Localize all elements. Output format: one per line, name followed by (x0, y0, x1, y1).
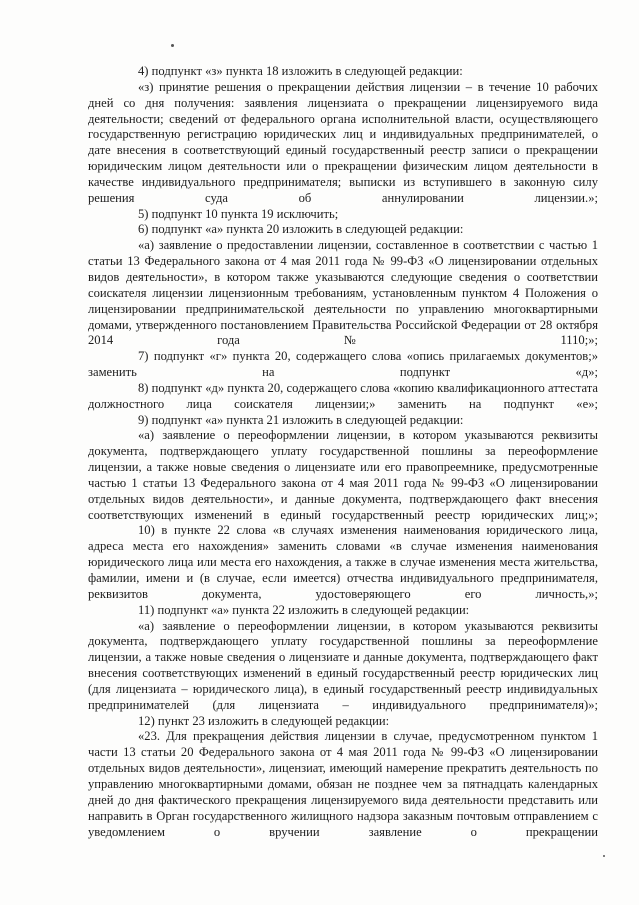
paragraph: «з) принятие решения о прекращении действия лицензии – в течение 10 рабочих дней со дня получения: заявления лицензиата о прекращении лицензируемого вида деятельности; сведений от федерального органа исполнительной власти, осуществляющего государственную регистрацию юридических лиц и индивидуальных предпринимателей, о дате внесения в соответствующий единый государственный реестр записи о прекращении юридическим лицом деятельности или о прекращении физическим лицом деятельности в качестве индивидуального предпринимателя; выписки из вступившего в законную силу решения суда об аннулировании лицензии.»; (88, 79, 598, 205)
paragraph: 9) подпункт «а» пункта 21 изложить в следующей редакции: (138, 412, 464, 427)
paragraph: 4) подпункт «з» пункта 18 изложить в следующей редакции: (138, 64, 463, 78)
paragraph: 6) подпункт «а» пункта 20 изложить в следующей редакции: (138, 222, 464, 237)
paragraph: «а) заявление о переоформлении лицензии, в котором указываются реквизиты документа, подтверждающего уплату государственной пошлины за переоформление лицензии, а также новые сведения о лицензиате и данные документа, подтверждающего факт внесения соответствующих изменений в единый государственный реестр юридических лиц (для лицензиата – юридического лица), в единый государственный реестр индивидуальных предпринимателей (для лицензиата – индивидуального предпринимателя)»; (88, 618, 598, 712)
paragraph: «а) заявление о переоформлении лицензии, в котором указываются реквизиты документа, подтверждающего уплату государственной пошлины за переоформление лицензии, а также новые сведения о лицензиате или его правопреемнике, предусмотренные частью 1 статьи 13 Федерального закона от 4 мая 2011 года № 99-ФЗ «О лицензировании отдельных видов деятельности», и данные документа, подтверждающего факт внесения соответствующих изменений в единый государственный реестр юридических лиц;»; (88, 428, 598, 522)
paragraph: «23. Для прекращения действия лицензии в случае, предусмотренном пунктом 1 части 13 статьи 20 Федерального закона от 4 мая 2011 года № 99-ФЗ «О лицензировании отдельных видов деятельности», лицензиат, имеющий намерение прекратить деятельность по управлению многоквартирными домами, обязан не позднее чем за пятнадцать календарных дней до дня фактического прекращения лицензируемого вида деятельности представить или направить в Орган государственного жилищного надзора заказным почтовым отправлением с уведомлением о вручении заявление о прекращении (88, 729, 598, 839)
paragraph: 7) подпункт «г» пункта 20, содержащего слова «опись прилагаемых документов;» заменить на подпункт «д»; (88, 349, 598, 380)
scan-speck (171, 44, 174, 47)
paragraph: 12) пункт 23 изложить в следующей редакции: (138, 713, 390, 728)
paragraph: 10) в пункте 22 слова «в случаях изменения наименования юридического лица, адреса места его нахождения» заменить словами «в случае изменения наименования юридического лица или места его нахождения, а также в случае изменения места жительства, фамилии, имени и (в случае, если имеется) отчества индивидуального предпринимателя, реквизитов документа, удостоверяющего его личность,»; (88, 523, 598, 601)
scan-speck (603, 855, 605, 857)
paragraph: 8) подпункт «д» пункта 20, содержащего слова «копию квалификационного аттестата должностного лица соискателя лицензии;» заменить на подпункт «е»; (88, 380, 598, 411)
document-page (88, 64, 598, 840)
paragraph: 11) подпункт «а» пункта 22 изложить в следующей редакции: (138, 602, 470, 617)
paragraph: 5) подпункт 10 пункта 19 исключить; (138, 206, 339, 221)
paragraph: «а) заявление о предоставлении лицензии, составленное в соответствии с частью 1 статьи 13 Федерального закона от 4 мая 2011 года № 99-ФЗ «О лицензировании отдельных видов деятельности», в котором также указываются следующие сведения о соответствии соискателя лицензии лицензионным требованиям, установленным пунктом 4 Положения о лицензировании предпринимательской деятельности по управлению многоквартирными домами, утвержденного постановлением Правительства Российской Федерации от 28 октября 2014 года № 1110;»; (88, 238, 598, 348)
